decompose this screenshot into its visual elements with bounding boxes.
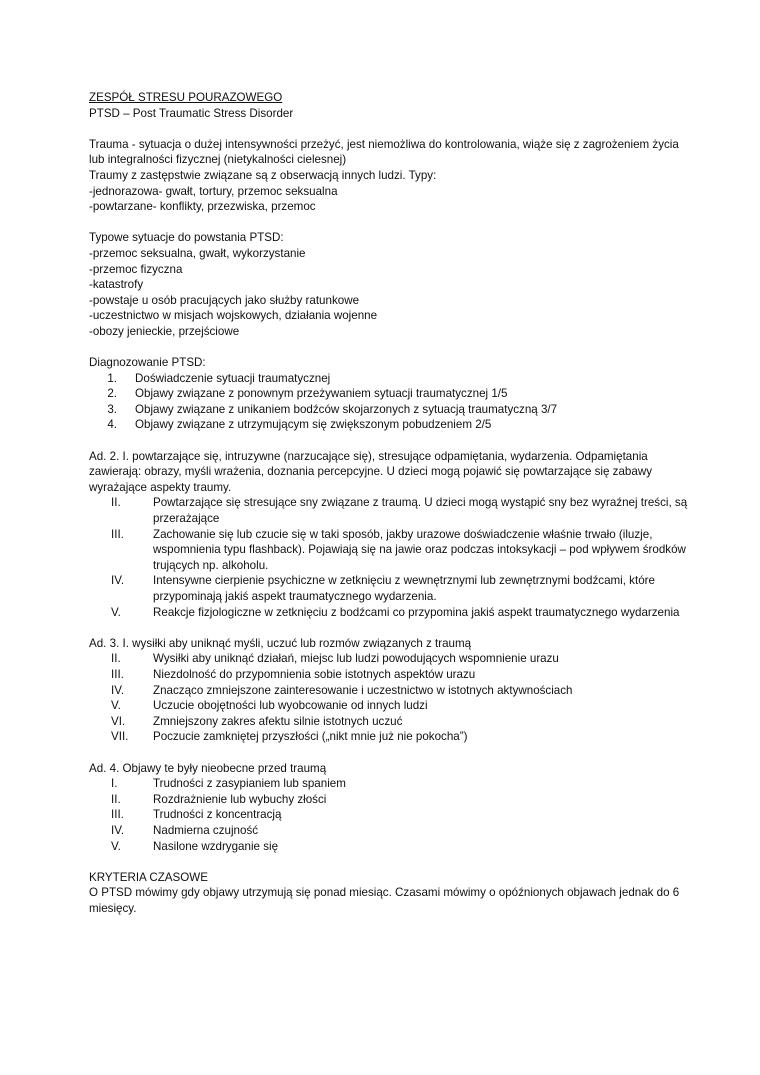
list-text: Powtarzające się stresujące sny związane z traumą. U dzieci mogą wystąpić sny bez wyraźnej treści, są przerażające (153, 496, 688, 526)
diagnosis-heading: Diagnozowanie PTSD: (89, 356, 206, 370)
ad4-item (89, 839, 689, 855)
list-number: 1. (107, 371, 117, 385)
list-number: 3. (107, 402, 117, 416)
ad2-item (89, 495, 689, 526)
situation-item: -uczestnictwo w misjach wojskowych, działania wojenne (89, 309, 378, 323)
list-text: Wysiłki aby uniknąć działań, miejsc lub ludzi powodujących wspomnienie urazu (153, 652, 559, 666)
ad4-item (89, 807, 689, 823)
spacer (89, 433, 689, 449)
ad2-item (89, 605, 689, 621)
list-text: Niezdolność do przypomnienia sobie istotnych aspektów urazu (153, 667, 476, 681)
list-number: II. (111, 652, 121, 666)
document-body (89, 90, 689, 916)
document-title: ZESPÓŁ STRESU POURAZOWEGO (89, 91, 283, 104)
list-number: VI. (111, 714, 126, 728)
situation-item: -obozy jenieckie, przejściowe (89, 324, 240, 338)
situation-item: -powstaje u osób pracujących jako służby ratunkowe (89, 293, 360, 307)
list-text: Znacząco zmniejszone zainteresowanie i uczestnictwo w istotnych aktywnościach (153, 683, 573, 697)
diagnosis-item (89, 402, 689, 418)
ad4-item (89, 792, 689, 808)
list-number: V. (111, 699, 121, 713)
list-number: III. (111, 667, 124, 681)
ad3-item (89, 729, 689, 745)
list-number: IV. (111, 574, 125, 588)
list-text: Intensywne cierpienie psychiczne w zetknięciu z wewnętrznymi lub zewnętrznymi bodźcami, które przypominają jakiś aspekt traumatycznego wydarzenia. (153, 574, 655, 603)
trauma-definition: Trauma - sytuacja o dużej intensywności przeżyć, jest niemożliwa do kontrolowania, wiąże się z zagrożeniem życia lub integralności fizycznej (nietykalności cielesnej) (89, 137, 679, 167)
trauma-related: Traumy z zastępstwie związane są z obserwacją innych ludzi. Typy: (89, 168, 437, 182)
list-text: Nasilone wzdryganie się (153, 839, 279, 853)
ad4-item (89, 776, 689, 792)
spacer (89, 620, 689, 636)
list-text: Nadmierna czujność (153, 823, 259, 837)
list-text: Objawy związane z utrzymującym się zwiększonym pobudzeniem 2/5 (135, 418, 492, 432)
list-text: Trudności z zasypianiem lub spaniem (153, 777, 346, 791)
list-number: II. (111, 792, 121, 806)
document-subtitle: PTSD – Post Traumatic Stress Disorder (89, 106, 294, 120)
list-text: Reakcje fizjologiczne w zetknięciu z bodźcami co przypomina jakiś aspekt traumatycznego wydarzenia (153, 605, 680, 619)
trauma-type: -jednorazowa- gwałt, tortury, przemoc seksualna (89, 184, 338, 198)
situations-heading: Typowe sytuacje do powstania PTSD: (89, 231, 284, 245)
trauma-type: -powtarzane- konflikty, przezwiska, przemoc (89, 200, 316, 214)
ad4-item (89, 823, 689, 839)
ad3-item (89, 651, 689, 667)
list-text: Rozdrażnienie lub wybuchy złości (153, 792, 327, 806)
list-text: Objawy związane z ponownym przeżywaniem sytuacji traumatycznej 1/5 (135, 387, 508, 401)
ad3-item (89, 683, 689, 699)
spacer (89, 854, 689, 870)
time-criteria-heading: KRYTERIA CZASOWE (89, 870, 208, 884)
list-number: II. (111, 496, 121, 510)
diagnosis-item (89, 417, 689, 433)
list-number: 4. (107, 418, 117, 432)
ad3-item (89, 698, 689, 714)
list-number: IV. (111, 823, 125, 837)
ad4-intro: Ad. 4. Objawy te były nieobecne przed traumą (89, 761, 327, 775)
diagnosis-item (89, 386, 689, 402)
ad3-item (89, 714, 689, 730)
spacer (89, 121, 689, 137)
list-number: V. (111, 839, 121, 853)
list-text: Objawy związane z unikaniem bodźców skojarzonych z sytuacją traumatyczną 3/7 (135, 402, 558, 416)
ad2-item (89, 573, 689, 604)
ad3-intro: Ad. 3. I. wysiłki aby uniknąć myśli, uczuć lub rozmów związanych z traumą (89, 636, 472, 650)
list-number: III. (111, 527, 124, 541)
ad2-intro: Ad. 2. I. powtarzające się, intruzywne (narzucające się), stresujące odpamiętania, wydarzenia. Odpamiętania zawierają: obrazy, myśli wrażenia, doznania percepcyjne. U dzieci mogą pojawić się powtarzające się zabawy wyrażające aspekty traumy. (89, 449, 652, 494)
list-number: IV. (111, 683, 125, 697)
ad2-item (89, 527, 689, 574)
list-number: 2. (107, 387, 117, 401)
spacer (89, 340, 689, 356)
diagnosis-item (89, 371, 689, 387)
situation-item: -przemoc seksualna, gwałt, wykorzystanie (89, 246, 306, 260)
ad3-item (89, 667, 689, 683)
list-text: Doświadczenie sytuacji traumatycznej (135, 371, 331, 385)
situation-item: -katastrofy (89, 278, 144, 292)
list-text: Uczucie obojętności lub wyobcowanie od innych ludzi (153, 699, 428, 713)
list-text: Trudności z koncentracją (153, 808, 282, 822)
list-number: I. (111, 777, 118, 791)
time-criteria-text: O PTSD mówimy gdy objawy utrzymują się ponad miesiąc. Czasami mówimy o opóźnionych objawach jednak do 6 miesięcy. (89, 886, 680, 915)
spacer (89, 745, 689, 761)
list-number: VII. (111, 730, 129, 744)
spacer (89, 215, 689, 231)
list-number: III. (111, 808, 124, 822)
list-text: Zmniejszony zakres afektu silnie istotnych uczuć (153, 714, 403, 728)
list-text: Poczucie zamkniętej przyszłości („nikt mnie już nie pokocha”) (153, 730, 468, 744)
list-text: Zachowanie się lub czucie się w taki sposób, jakby urazowe doświadczenie właśnie trwało (iluzje, wspomnienia typu flashback). Pojawiają się na jawie oraz podczas intoksykacji – pod wpływem środków trujących np. alkoholu. (153, 527, 686, 572)
list-number: V. (111, 605, 121, 619)
situation-item: -przemoc fizyczna (89, 262, 183, 276)
